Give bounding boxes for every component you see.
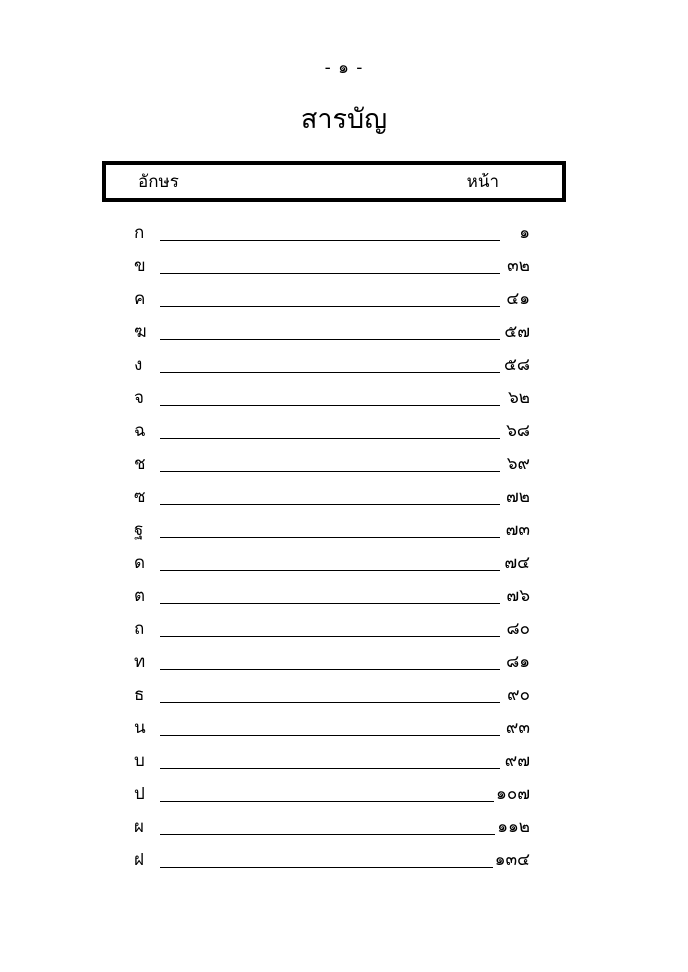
leader-line: [160, 817, 495, 835]
row-letter: ต: [134, 586, 146, 606]
table-row[interactable]: [102, 311, 566, 344]
leader-line: [160, 850, 493, 868]
row-letter: ผ: [134, 817, 144, 837]
row-page-number: ๗๓: [505, 520, 530, 540]
table-row[interactable]: [102, 344, 566, 377]
row-page-number: ๘๐: [506, 619, 530, 639]
table-of-contents: [102, 161, 566, 872]
row-letter: ธ: [134, 685, 145, 705]
row-letter: ช: [134, 454, 146, 474]
table-row[interactable]: [102, 476, 566, 509]
leader-line: [160, 652, 500, 670]
row-page-number: ๔๑: [506, 289, 530, 309]
leader-line: [160, 322, 500, 340]
row-letter: ด: [134, 553, 146, 573]
row-letter: จ: [134, 388, 144, 408]
table-row[interactable]: [102, 641, 566, 674]
row-letter: ป: [134, 784, 145, 804]
leader-line: [160, 454, 500, 472]
row-letter: ท: [134, 652, 146, 672]
row-letter: ค: [134, 289, 146, 309]
row-page-number: ๖๒: [508, 388, 530, 408]
column-header-letter: อักษร: [138, 171, 179, 192]
table-body: [102, 212, 566, 872]
leader-line: [160, 619, 500, 637]
table-row[interactable]: [102, 542, 566, 575]
row-letter: น: [134, 718, 146, 738]
row-letter: ถ: [134, 619, 145, 639]
row-letter: ซ: [134, 487, 146, 507]
leader-line: [160, 784, 494, 802]
table-row[interactable]: [102, 608, 566, 641]
table-row[interactable]: [102, 212, 566, 245]
leader-line: [160, 388, 500, 406]
row-letter: ก: [134, 223, 145, 243]
table-header-row: [102, 161, 566, 202]
row-letter: บ: [134, 751, 145, 771]
leader-line: [160, 751, 500, 769]
table-row[interactable]: [102, 674, 566, 707]
table-row[interactable]: [102, 773, 566, 806]
row-page-number: ๕๘: [504, 355, 530, 375]
table-row[interactable]: [102, 245, 566, 278]
row-page-number: ๓๒: [507, 256, 530, 276]
row-page-number: ๑๓๔: [494, 850, 530, 870]
leader-line: [160, 685, 500, 703]
column-header-page: หน้า: [466, 171, 499, 192]
table-row[interactable]: [102, 740, 566, 773]
row-page-number: ๕๗: [504, 322, 530, 342]
leader-line: [160, 553, 500, 571]
table-row[interactable]: [102, 443, 566, 476]
table-row[interactable]: [102, 278, 566, 311]
row-page-number: ๙๐: [507, 685, 530, 705]
leader-line: [160, 586, 500, 604]
row-letter: ฐ: [134, 520, 144, 540]
row-page-number: ๖๘: [506, 421, 530, 441]
leader-line: [160, 289, 500, 307]
row-page-number: ๖๙: [506, 454, 530, 474]
row-page-number: ๘๑: [506, 652, 530, 672]
page-number-marker: - ๑ -: [324, 58, 364, 78]
table-row[interactable]: [102, 806, 566, 839]
row-letter: ข: [134, 256, 146, 276]
row-page-number: ๙๗: [504, 751, 530, 771]
leader-line: [160, 256, 500, 274]
leader-line: [160, 718, 500, 736]
row-page-number: ๑: [519, 223, 530, 243]
table-row[interactable]: [102, 839, 566, 872]
row-letter: ฆ: [134, 322, 147, 342]
leader-line: [160, 520, 500, 538]
row-page-number: ๑๑๒: [497, 817, 530, 837]
row-page-number: ๑๐๗: [496, 784, 530, 804]
table-row[interactable]: [102, 509, 566, 542]
row-letter: ง: [134, 355, 143, 375]
leader-line: [160, 223, 500, 241]
table-row[interactable]: [102, 377, 566, 410]
table-row[interactable]: [102, 707, 566, 740]
row-letter: ฝ: [134, 850, 144, 870]
row-page-number: ๗๒: [506, 487, 530, 507]
page-title: สารบัญ: [300, 104, 388, 135]
row-page-number: ๗๖: [506, 586, 530, 606]
row-page-number: ๙๓: [505, 718, 530, 738]
leader-line: [160, 487, 500, 505]
table-row[interactable]: [102, 410, 566, 443]
leader-line: [160, 355, 500, 373]
row-page-number: ๗๔: [504, 553, 530, 573]
table-row[interactable]: [102, 575, 566, 608]
row-letter: ฉ: [134, 421, 146, 441]
leader-line: [160, 421, 500, 439]
